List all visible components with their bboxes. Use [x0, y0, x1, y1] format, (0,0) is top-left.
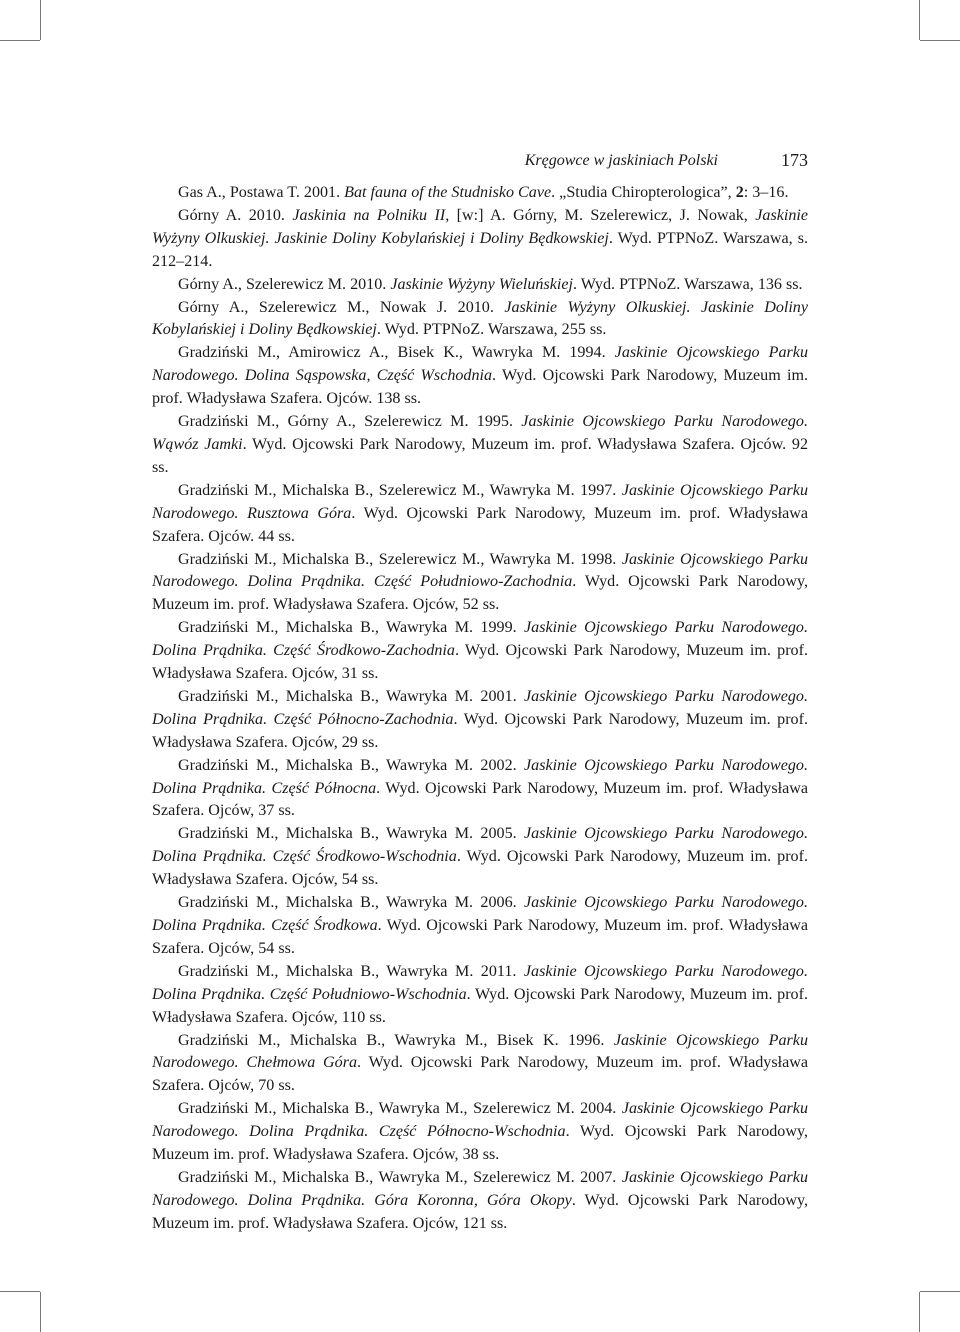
- reference-entry: Gradziński M., Michalska B., Wawryka M., Szelerewicz M. 2007. Jaskinie Ojcowskiego Parku Narodowego. Dolina Prądnika. Góra Koronna, Góra Okopy. Wyd. Ojcowski Park Narodowy, Muzeum im. prof. Władysława Szafera. Ojców, 121 ss.: [152, 1168, 809, 1232]
- reference-entry: Gradziński M., Michalska B., Wawryka M. 2006. Jaskinie Ojcowskiego Parku Narodowego. Dolina Prądnika. Część Środkowa. Wyd. Ojcowski Park Narodowy, Muzeum im. prof. Władysława Szafera. Ojców, 54 ss.: [152, 894, 808, 957]
- crop-mark-tr-h: [920, 40, 960, 41]
- crop-mark-tl-v: [40, 0, 41, 40]
- reference-entry: Gradziński M., Michalska B., Wawryka M. 2002. Jaskinie Ojcowskiego Parku Narodowego. Dolina Prądnika. Część Północna. Wyd. Ojcowski Park Narodowy, Muzeum im. prof. Władysława Szafera. Ojców, 37 ss.: [152, 756, 808, 820]
- reference-entry: Górny A., Szelerewicz M., Nowak J. 2010. Jaskinie Wyżyny Olkuskiej. Jaskinie Doliny Kobylańskiej i Doliny Będkowskiej. Wyd. PTPNoZ. Warszawa, 255 ss.: [152, 298, 808, 339]
- reference-entry: Górny A., Szelerewicz M. 2010. Jaskinie Wyżyny Wieluńskiej. Wyd. PTPNoZ. Warszawa, 136 ss.: [178, 275, 803, 293]
- reference-entry: Gradziński M., Amirowicz A., Bisek K., Wawryka M. 1994. Jaskinie Ojcowskiego Parku Narodowego. Dolina Sąspowska, Część Wschodnia. Wyd. Ojcowski Park Narodowy, Muzeum im. prof. Władysława Szafera. Ojców. 138 ss.: [152, 344, 808, 408]
- reference-entry: Gradziński M., Michalska B., Wawryka M. 2001. Jaskinie Ojcowskiego Parku Narodowego. Dolina Prądnika. Część Północno-Zachodnia. Wyd. Ojcowski Park Narodowy, Muzeum im. prof. Władysława Szafera. Ojców, 29 ss.: [152, 687, 808, 751]
- crop-mark-bl-h: [0, 1291, 40, 1292]
- page-header: [152, 148, 808, 182]
- crop-mark-br-v: [919, 1292, 920, 1332]
- reference-entry: Gradziński M., Michalska B., Szelerewicz M., Wawryka M. 1998. Jaskinie Ojcowskiego Parku Narodowego. Dolina Prądnika. Część Południowo-Zachodnia. Wyd. Ojcowski Park Narodowy, Muzeum im. prof. Władysława Szafera. Ojców, 52 ss.: [152, 550, 809, 614]
- reference-entry: Gradziński M., Michalska B., Szelerewicz M., Wawryka M. 1997. Jaskinie Ojcowskiego Parku Narodowego. Rusztowa Góra. Wyd. Ojcowski Park Narodowy, Muzeum im. prof. Władysława Szafera. Ojców. 44 ss.: [152, 481, 809, 545]
- document-page: [152, 148, 808, 1236]
- crop-mark-tl-h: [0, 40, 40, 41]
- crop-mark-br-h: [920, 1291, 960, 1292]
- reference-entry: Gradziński M., Michalska B., Wawryka M. 2005. Jaskinie Ojcowskiego Parku Narodowego. Dolina Prądnika. Część Środkowo-Wschodnia. Wyd. Ojcowski Park Narodowy, Muzeum im. prof. Władysława Szafera. Ojców, 54 ss.: [152, 825, 808, 889]
- reference-entry: Gradziński M., Michalska B., Wawryka M., Bisek K. 1996. Jaskinie Ojcowskiego Parku Narodowego. Chełmowa Góra. Wyd. Ojcowski Park Narodowy, Muzeum im. prof. Władysława Szafera. Ojców, 70 ss.: [152, 1031, 808, 1095]
- crop-mark-tr-v: [919, 0, 920, 40]
- crop-mark-bl-v: [40, 1292, 41, 1332]
- reference-entry: Gradziński M., Górny A., Szelerewicz M. 1995. Jaskinie Ojcowskiego Parku Narodowego. Wąwóz Jamki. Wyd. Ojcowski Park Narodowy, Muzeum im. prof. Władysława Szafera. Ojców. 92 ss.: [152, 413, 808, 476]
- running-title: Kręgowce w jaskiniach Polski: [524, 152, 718, 169]
- reference-entry: Gradziński M., Michalska B., Wawryka M. 1999. Jaskinie Ojcowskiego Parku Narodowego. Dolina Prądnika. Część Środkowo-Zachodnia. Wyd. Ojcowski Park Narodowy, Muzeum im. prof. Władysława Szafera. Ojców, 31 ss.: [152, 619, 808, 683]
- reference-entry: Gas A., Postawa T. 2001. Bat fauna of the Studnisko Cave. „Studia Chiropterologica”, 2: 3–16.: [178, 184, 789, 201]
- reference-list: [152, 182, 808, 1236]
- reference-entry: Górny A. 2010. Jaskinia na Polniku II, [w:] A. Górny, M. Szelerewicz, J. Nowak, Jaskinie Wyżyny Olkuskiej. Jaskinie Doliny Kobylańskiej i Doliny Będkowskiej. Wyd. PTPNoZ. Warszawa, s. 212–214.: [152, 206, 809, 270]
- reference-entry: Gradziński M., Michalska B., Wawryka M., Szelerewicz M. 2004. Jaskinie Ojcowskiego Parku Narodowego. Dolina Prądnika. Część Północno-Wschodnia. Wyd. Ojcowski Park Narodowy, Muzeum im. prof. Władysława Szafera. Ojców, 38 ss.: [152, 1100, 809, 1164]
- page-number: 173: [781, 150, 808, 170]
- reference-entry: Gradziński M., Michalska B., Wawryka M. 2011. Jaskinie Ojcowskiego Parku Narodowego. Dolina Prądnika. Część Południowo-Wschodnia. Wyd. Ojcowski Park Narodowy, Muzeum im. prof. Władysława Szafera. Ojców, 110 ss.: [152, 962, 808, 1026]
